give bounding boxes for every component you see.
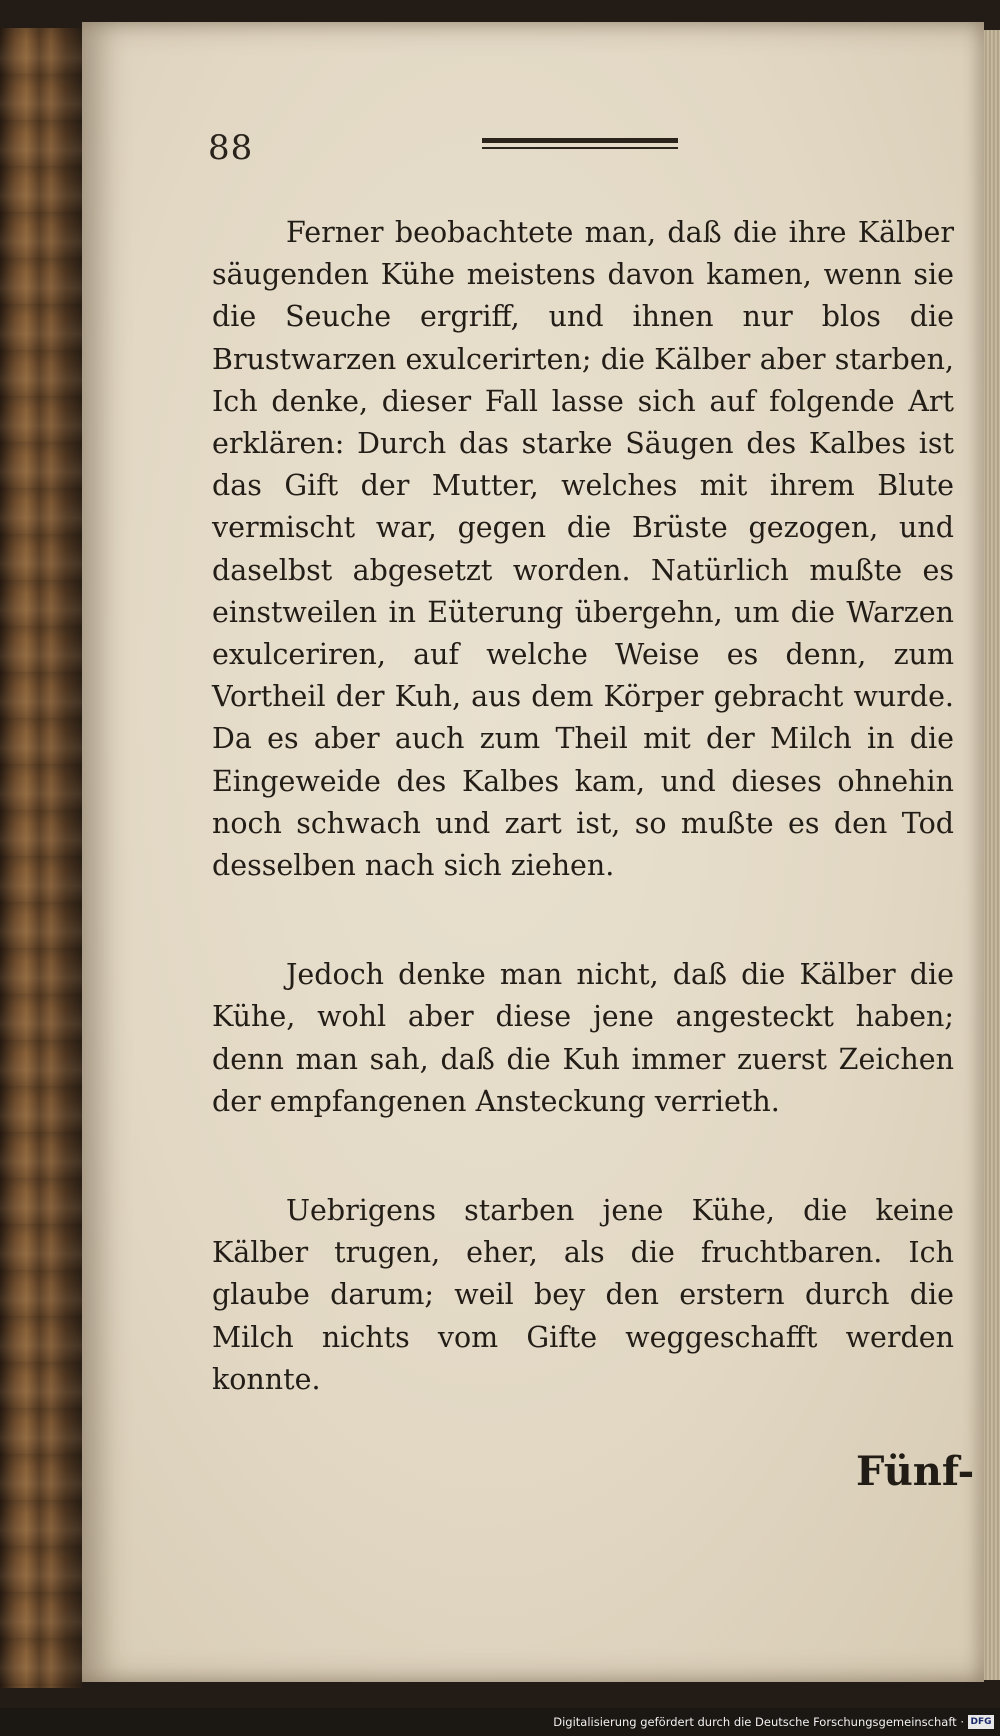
digitization-credit	[553, 1712, 994, 1732]
book-spine	[0, 28, 82, 1688]
page-edges	[984, 30, 1000, 1680]
paragraph: Uebrigens starben jene Kühe, die keine Kälber trugen, eher, als die fruchtbaren. Ich glaube darum; weil bey den erstern durch die Milch nichts vom Gifte weggeschafft werden konnte.	[212, 1194, 954, 1396]
paragraph: Jedoch denke man nicht, daß die Kälber die Kühe, wohl aber diese jene angesteckt haben; denn man sah, daß die Kuh immer zuerst Zeichen der empfangenen Ansteckung verrieth.	[212, 958, 954, 1118]
header-rule	[482, 138, 678, 152]
catchword: Fünf-	[856, 1448, 975, 1495]
page-body	[212, 212, 954, 1401]
paragraph: Ferner beobachtete man, daß die ihre Kälber säugenden Kühe meistens davon kamen, wenn sie die Seuche ergriff, und ihnen nur blos die Brustwarzen exulcerirten; die Kälber aber starben, Ich denke, dieser Fall lasse sich auf folgende Art erklären: Durch das starke Säugen des Kalbes ist das Gift der Mutter, welches mit ihrem Blute vermischt war, gegen die Brüste gezogen, und daselbst abgesetzt worden. Natürlich mußte es einstweilen in Eüterung übergehn, um die Warzen exulceriren, auf welche Weise es denn, zum Vortheil der Kuh, aus dem Körper gebracht wurde. Da es aber auch zum Theil mit der Milch in die Eingeweide des Kalbes kam, und dieses ohnehin noch schwach und zart ist, so mußte es den Tod desselben nach sich ziehen.	[212, 216, 954, 883]
page-number: 88	[208, 128, 254, 168]
page-header	[208, 128, 678, 168]
dfg-logo: DFG	[968, 1715, 994, 1729]
credit-text: Digitalisierung gefördert durch die Deutsche Forschungsgemeinschaft ·	[553, 1715, 964, 1729]
